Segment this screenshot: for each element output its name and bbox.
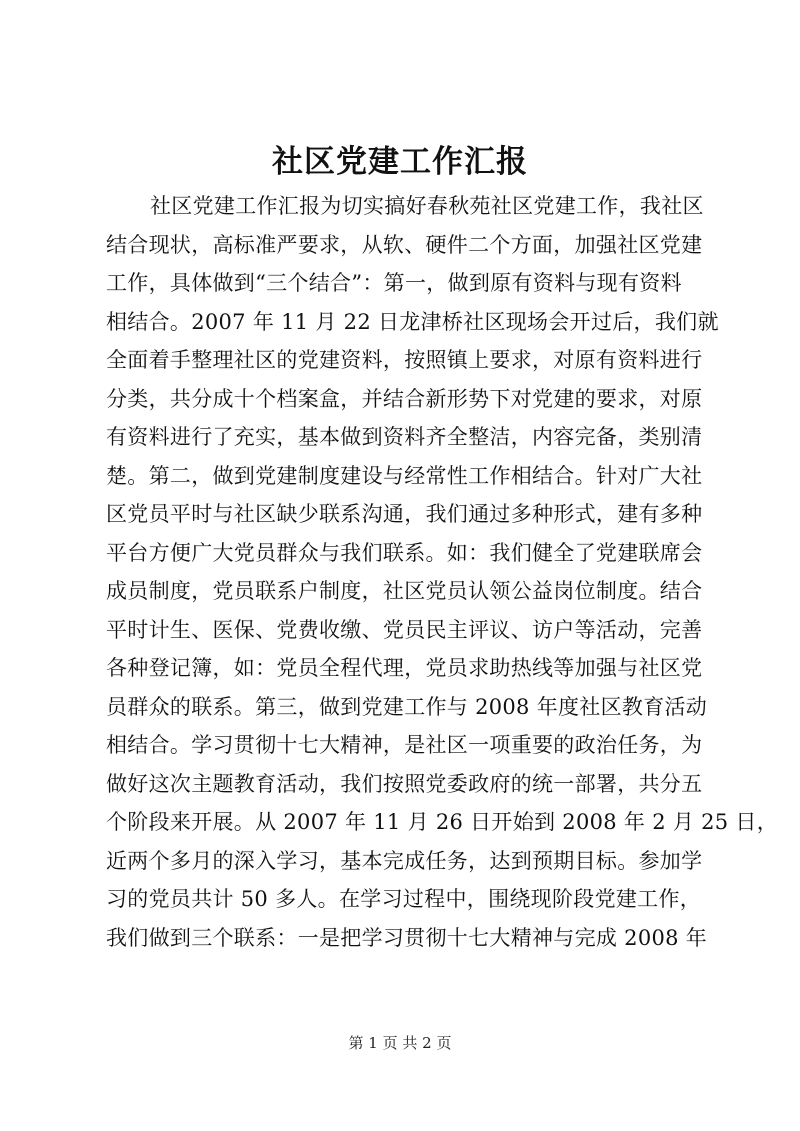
body-line: 结合现状，高标准严要求，从软、硬件二个方面，加强社区党建: [106, 232, 703, 257]
body-line: 社区党建工作汇报为切实搞好春秋苑社区党建工作，我社区: [150, 194, 704, 218]
body-line: 个阶段来开展。从 2007 年 11 月 26 日开始到 2008 年 2 月 25 日，: [106, 810, 779, 834]
body-line: 习的党员共计 50 多人。在学习过程中，围绕现阶段党建工作，: [106, 887, 702, 911]
body-line: 我们做到三个联系：一是把学习贯彻十七大精神与完成 2008 年: [106, 925, 708, 950]
body-line: 各种登记簿，如：党员全程代理，党员求助热线等加强与社区党: [106, 656, 703, 680]
body-line: 相结合。2007 年 11 月 22 日龙津桥社区现场会开过后，我们就: [106, 309, 719, 334]
body-line: 平时计生、医保、党费收缴、党员民主评议、访户等活动，完善: [106, 617, 703, 642]
body-line: 工作，具体做到“三个结合”：第一，做到原有资料与现有资料: [106, 271, 682, 295]
body-line: 员群众的联系。第三，做到党建工作与 2008 年度社区教育活动: [106, 694, 708, 719]
body-line: 区党员平时与社区缺少联系沟通，我们通过多种形式，建有多种: [106, 502, 703, 526]
body-line: 全面着手整理社区的党建资料，按照镇上要求，对原有资料进行: [106, 348, 703, 372]
body-line: 做好这次主题教育活动，我们按照党委政府的统一部署，共分五: [106, 771, 703, 796]
body-line: 平台方便广大党员群众与我们联系。如：我们健全了党建联席会: [106, 540, 703, 565]
body-line: 成员制度，党员联系户制度，社区党员认领公益岗位制度。结合: [106, 579, 703, 603]
body-line: 近两个多月的深入学习，基本完成任务，达到预期目标。参加学: [106, 848, 703, 873]
body-line: 分类，共分成十个档案盒，并结合新形势下对党建的要求，对原: [106, 386, 703, 411]
body-line: 相结合。学习贯彻十七大精神，是社区一项重要的政治任务，为: [106, 733, 703, 757]
body-line: 有资料进行了充实，基本做到资料齐全整洁，内容完备，类别清: [106, 425, 703, 449]
page-footer: 第 1 页 共 2 页: [348, 1034, 452, 1052]
body-line: 楚。第二，做到党建制度建设与经常性工作相结合。针对广大社: [106, 463, 703, 488]
document-body: [106, 187, 779, 957]
document-title: 社区党建工作汇报: [272, 144, 528, 180]
